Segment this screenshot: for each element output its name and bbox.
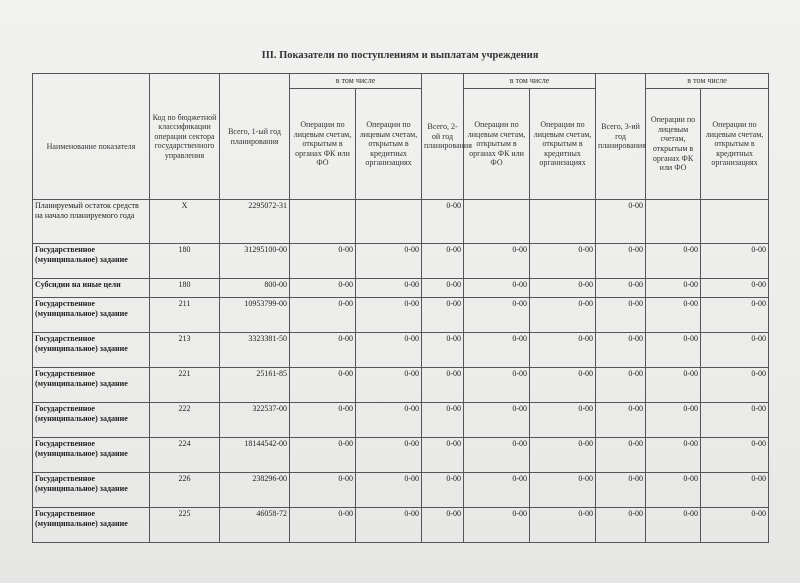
- row-code: 225: [150, 508, 220, 543]
- row-name: Государственное (муниципальное) задание: [33, 333, 150, 368]
- table-row: [33, 473, 769, 508]
- cell-fk2: [464, 200, 530, 244]
- cell-total1: 322537-00: [220, 403, 290, 438]
- header-ops-credit-2: Операции по лицевым счетам, открытым в кредитных организациях: [530, 89, 596, 200]
- cell-fk2: 0-00: [464, 333, 530, 368]
- cell-fk2: 0-00: [464, 438, 530, 473]
- cell-total2: 0-00: [422, 244, 464, 279]
- cell-fk2: 0-00: [464, 508, 530, 543]
- row-code: 211: [150, 298, 220, 333]
- cell-credit2: [530, 200, 596, 244]
- table-row: [33, 244, 769, 279]
- row-name: Государственное (муниципальное) задание: [33, 368, 150, 403]
- cell-credit2: 0-00: [530, 508, 596, 543]
- cell-fk1: 0-00: [290, 508, 356, 543]
- cell-credit3: 0-00: [701, 438, 769, 473]
- cell-total3: 0-00: [596, 298, 646, 333]
- cell-total1: 18144542-00: [220, 438, 290, 473]
- cell-credit2: 0-00: [530, 333, 596, 368]
- cell-total1: 3323381-50: [220, 333, 290, 368]
- cell-fk1: 0-00: [290, 403, 356, 438]
- table-row: [33, 333, 769, 368]
- cell-credit3: 0-00: [701, 473, 769, 508]
- row-code: 226: [150, 473, 220, 508]
- cell-credit2: 0-00: [530, 438, 596, 473]
- cell-total3: 0-00: [596, 368, 646, 403]
- row-code: 224: [150, 438, 220, 473]
- header-ops-fk-3: Операции по лицевым счетам, открытым в органах ФК или ФО: [646, 89, 701, 200]
- cell-total3: 0-00: [596, 200, 646, 244]
- cell-credit1: 0-00: [356, 368, 422, 403]
- cell-total3: 0-00: [596, 438, 646, 473]
- row-name: Планируемый остаток средств на начало планируемого года: [33, 200, 150, 244]
- cell-total1: 31295100-00: [220, 244, 290, 279]
- row-name: Субсидии на иные цели: [33, 279, 150, 298]
- table-row: [33, 368, 769, 403]
- cell-credit3: [701, 200, 769, 244]
- cell-credit2: 0-00: [530, 279, 596, 298]
- cell-credit3: 0-00: [701, 403, 769, 438]
- cell-credit2: 0-00: [530, 244, 596, 279]
- table-row: [33, 298, 769, 333]
- cell-credit1: 0-00: [356, 298, 422, 333]
- cell-fk2: 0-00: [464, 244, 530, 279]
- cell-credit3: 0-00: [701, 244, 769, 279]
- cell-fk2: 0-00: [464, 473, 530, 508]
- table-row: [33, 438, 769, 473]
- row-code: 221: [150, 368, 220, 403]
- cell-credit3: 0-00: [701, 508, 769, 543]
- cell-credit2: 0-00: [530, 298, 596, 333]
- cell-total2: 0-00: [422, 279, 464, 298]
- cell-fk2: 0-00: [464, 403, 530, 438]
- section-title: III. Показатели по поступлениям и выплатам учреждения: [261, 50, 539, 61]
- row-name: Государственное (муниципальное) задание: [33, 438, 150, 473]
- cell-credit1: 0-00: [356, 333, 422, 368]
- cell-fk1: 0-00: [290, 368, 356, 403]
- header-ops-fk-2: Операции по лицевым счетам, открытым в органах ФК или ФО: [464, 89, 530, 200]
- cell-credit3: 0-00: [701, 333, 769, 368]
- cell-total3: 0-00: [596, 244, 646, 279]
- cell-total1: 46058-72: [220, 508, 290, 543]
- cell-credit3: 0-00: [701, 368, 769, 403]
- cell-fk2: 0-00: [464, 298, 530, 333]
- cell-total3: 0-00: [596, 508, 646, 543]
- cell-fk1: 0-00: [290, 279, 356, 298]
- cell-credit1: 0-00: [356, 403, 422, 438]
- table-row: [33, 508, 769, 543]
- cell-credit1: 0-00: [356, 244, 422, 279]
- cell-credit3: 0-00: [701, 279, 769, 298]
- header-total-year2: Всего, 2-ой год планирования: [422, 74, 464, 200]
- row-code: 213: [150, 333, 220, 368]
- row-code: X: [150, 200, 220, 244]
- cell-total1: 2295072-31: [220, 200, 290, 244]
- cell-total3: 0-00: [596, 279, 646, 298]
- cell-fk3: 0-00: [646, 244, 701, 279]
- cell-total2: 0-00: [422, 438, 464, 473]
- cell-total2: 0-00: [422, 333, 464, 368]
- cell-credit1: 0-00: [356, 473, 422, 508]
- cell-fk3: 0-00: [646, 438, 701, 473]
- row-name: Государственное (муниципальное) задание: [33, 473, 150, 508]
- cell-credit3: 0-00: [701, 298, 769, 333]
- cell-fk1: 0-00: [290, 438, 356, 473]
- cell-credit2: 0-00: [530, 473, 596, 508]
- cell-fk3: 0-00: [646, 473, 701, 508]
- cell-credit1: 0-00: [356, 279, 422, 298]
- header-row-1: [33, 74, 769, 89]
- cell-fk3: 0-00: [646, 333, 701, 368]
- cell-fk2: 0-00: [464, 368, 530, 403]
- cell-total1: 238296-00: [220, 473, 290, 508]
- indicators-table: [32, 73, 769, 543]
- row-code: 180: [150, 244, 220, 279]
- header-name: Наименование показателя: [33, 74, 150, 200]
- cell-fk2: 0-00: [464, 279, 530, 298]
- cell-total2: 0-00: [422, 200, 464, 244]
- cell-fk3: 0-00: [646, 368, 701, 403]
- cell-fk3: 0-00: [646, 403, 701, 438]
- table-row: [33, 403, 769, 438]
- header-including-2: в том числе: [464, 74, 596, 89]
- cell-fk3: 0-00: [646, 298, 701, 333]
- header-ops-credit-3: Операции по лицевым счетам, открытым в кредитных организациях: [701, 89, 769, 200]
- cell-fk3: 0-00: [646, 508, 701, 543]
- cell-total2: 0-00: [422, 473, 464, 508]
- header-code: Код по бюджетной классификации операции сектора государственного управления: [150, 74, 220, 200]
- cell-total2: 0-00: [422, 298, 464, 333]
- header-ops-credit-1: Операции по лицевым счетам, открытым в кредитных организациях: [356, 89, 422, 200]
- header-including-3: в том числе: [646, 74, 769, 89]
- cell-fk1: [290, 200, 356, 244]
- cell-total2: 0-00: [422, 508, 464, 543]
- cell-total3: 0-00: [596, 333, 646, 368]
- table-row: [33, 200, 769, 244]
- cell-credit2: 0-00: [530, 368, 596, 403]
- cell-fk3: [646, 200, 701, 244]
- row-code: 180: [150, 279, 220, 298]
- cell-total1: 800-00: [220, 279, 290, 298]
- cell-total3: 0-00: [596, 473, 646, 508]
- cell-credit1: 0-00: [356, 438, 422, 473]
- cell-total1: 25161-85: [220, 368, 290, 403]
- header-including-1: в том числе: [290, 74, 422, 89]
- cell-total3: 0-00: [596, 403, 646, 438]
- cell-credit1: 0-00: [356, 508, 422, 543]
- cell-fk3: 0-00: [646, 279, 701, 298]
- row-name: Государственное (муниципальное) задание: [33, 403, 150, 438]
- cell-credit1: [356, 200, 422, 244]
- cell-total2: 0-00: [422, 403, 464, 438]
- cell-credit2: 0-00: [530, 403, 596, 438]
- table-row: [33, 279, 769, 298]
- cell-total1: 10953799-00: [220, 298, 290, 333]
- header-total-year3: Всего, 3-ий год планирования: [596, 74, 646, 200]
- row-code: 222: [150, 403, 220, 438]
- row-name: Государственное (муниципальное) задание: [33, 298, 150, 333]
- cell-fk1: 0-00: [290, 298, 356, 333]
- header-ops-fk-1: Операции по лицевым счетам, открытым в органах ФК или ФО: [290, 89, 356, 200]
- cell-total2: 0-00: [422, 368, 464, 403]
- row-name: Государственное (муниципальное) задание: [33, 508, 150, 543]
- row-name: Государственное (муниципальное) задание: [33, 244, 150, 279]
- header-total-year1: Всего, 1-ый год планирования: [220, 74, 290, 200]
- cell-fk1: 0-00: [290, 244, 356, 279]
- cell-fk1: 0-00: [290, 333, 356, 368]
- cell-fk1: 0-00: [290, 473, 356, 508]
